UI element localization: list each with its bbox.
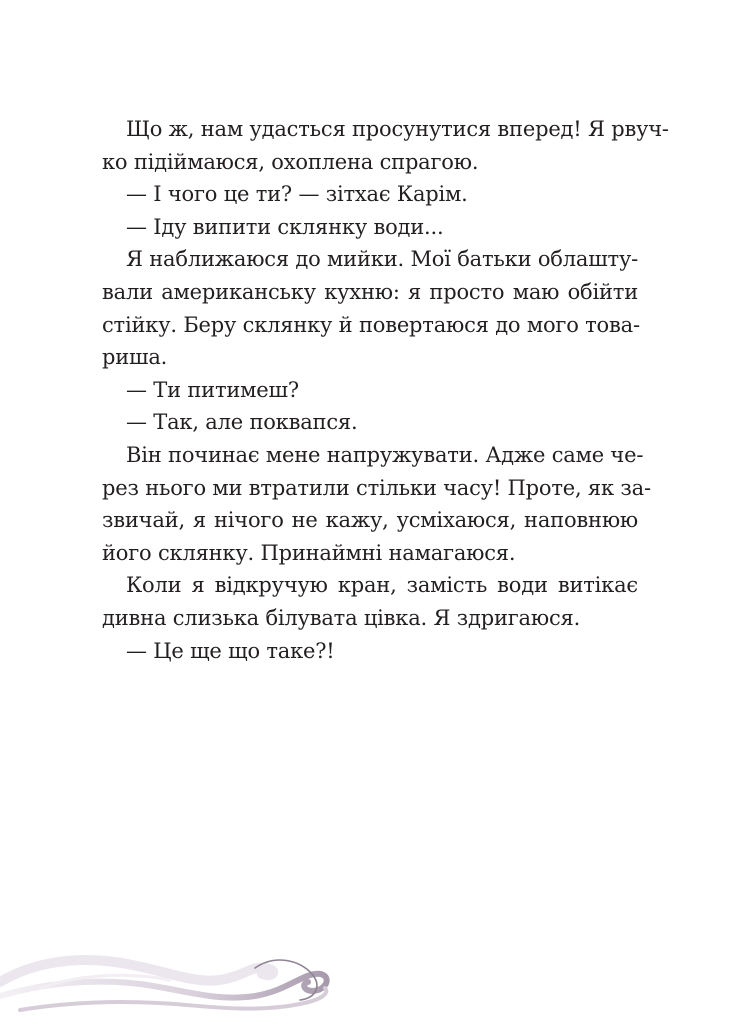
text-line: Що ж, нам удасться просунутися вперед! Я рвуч- bbox=[126, 117, 669, 141]
text-line: — Ти питимеш? bbox=[126, 377, 299, 402]
text-line: його склянку. Принаймні намагаюся. bbox=[102, 540, 516, 565]
text-line: дивна слизька білувата цівка. Я здригаюся. bbox=[102, 605, 581, 630]
text-line: рез нього ми втратили стільки часу! Проте, як за- bbox=[102, 475, 651, 500]
text-line: Коли я відкручую кран, замість води витікає bbox=[126, 573, 638, 598]
text-line: стійку. Беру склянку й повертаюся до мого това- bbox=[102, 312, 640, 337]
paragraph-lines bbox=[102, 113, 669, 667]
text-line: риша. bbox=[102, 345, 168, 370]
text-line: — Це ще що таке?! bbox=[126, 638, 335, 663]
text-line: Я наближаюся до мийки. Мої батьки облашту- bbox=[126, 247, 638, 272]
text-line: ко підіймаюся, охоплена спрагою. bbox=[102, 149, 479, 174]
swirl-smoke-ornament-icon bbox=[0, 924, 737, 1024]
text-line: — Іду випити склянку води... bbox=[126, 214, 444, 239]
text-line: вали американську кухню: я просто маю обійти bbox=[102, 279, 638, 304]
text-line: — І чого це ти? — зітхає Карім. bbox=[126, 182, 468, 207]
text-line: Він починає мене напружувати. Адже саме че- bbox=[126, 442, 644, 467]
text-line: — Так, але поквапся. bbox=[126, 410, 358, 435]
text-line: звичай, я нічого не кажу, усміхаюся, наповнюю bbox=[102, 508, 638, 533]
book-page-text bbox=[102, 113, 669, 667]
